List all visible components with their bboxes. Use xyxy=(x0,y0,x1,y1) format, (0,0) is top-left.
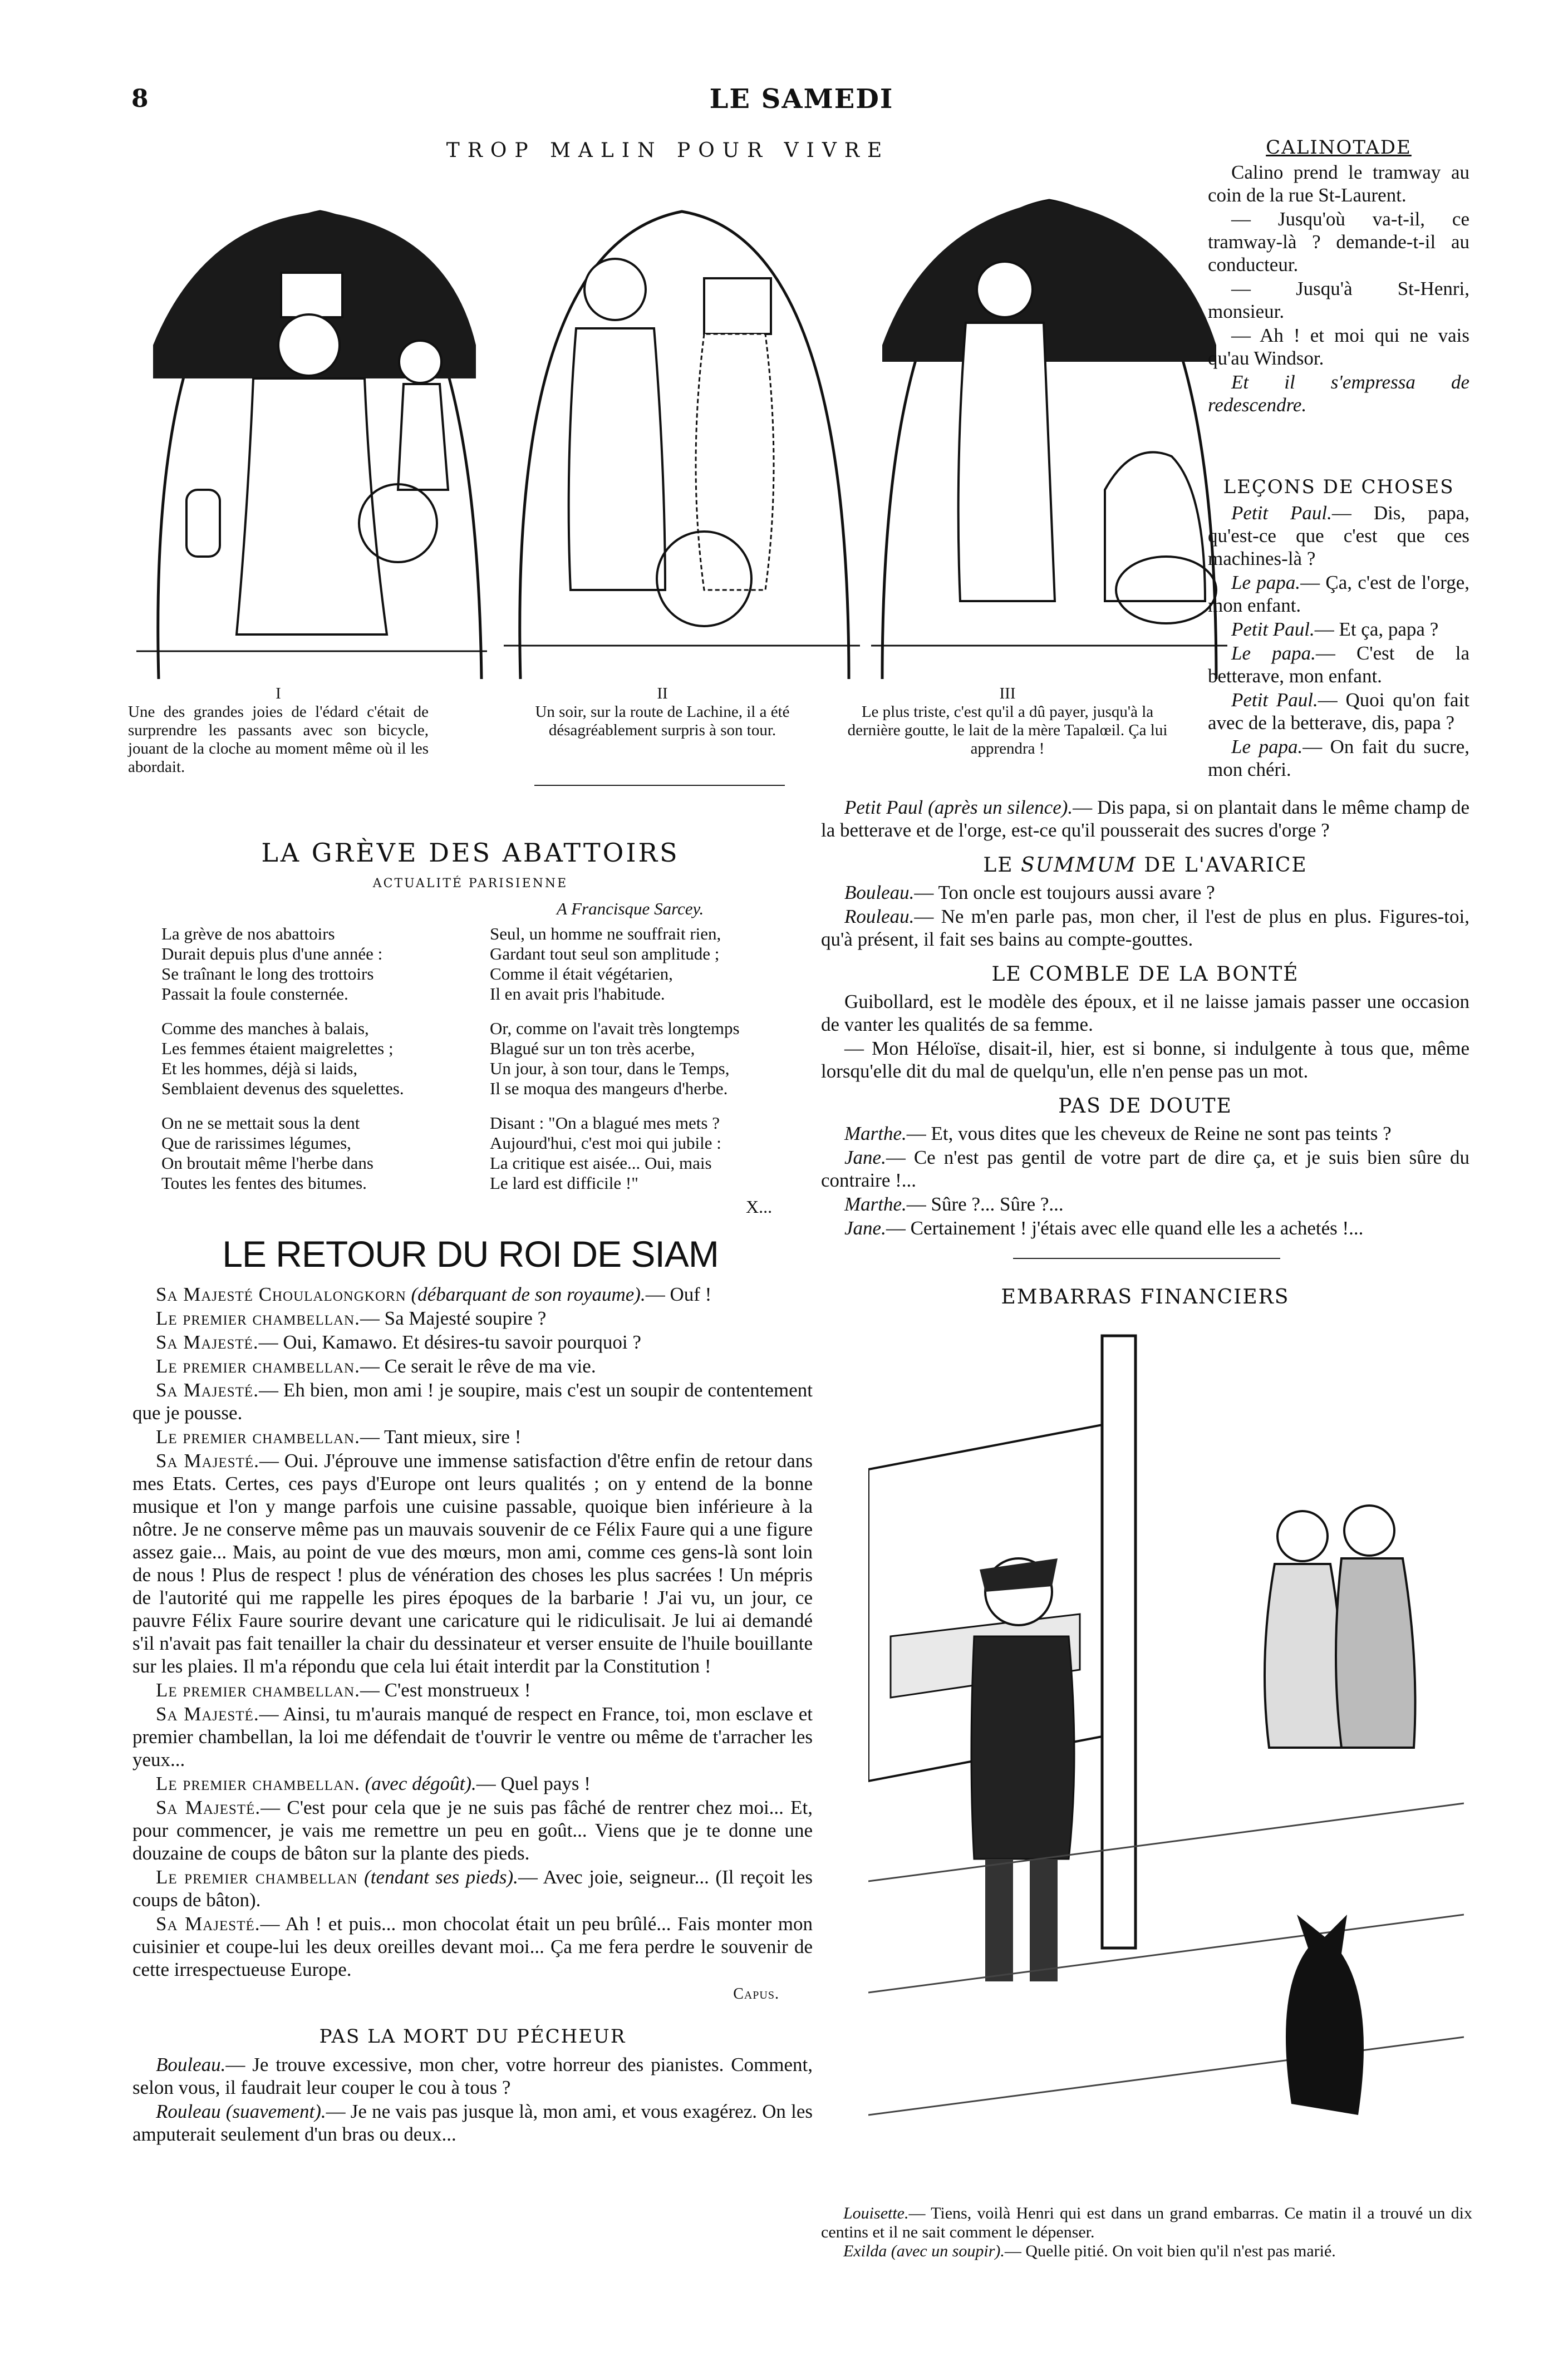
line-text: — Certainement ! j'étais avec elle quand elle les a achetés !... xyxy=(886,1217,1364,1239)
panel-numeral: I xyxy=(276,685,281,702)
line-text: — Je ne vais pas jusque là, mon ami, et vous exagérez. On les amputerait seulement d'un bras ou deux... xyxy=(132,2101,813,2145)
embarras-illustration xyxy=(868,1325,1464,2193)
speaker: Bouleau. xyxy=(156,2054,226,2075)
line-text: — Ton oncle est toujours aussi avare ? xyxy=(914,882,1215,903)
line-text: — Quel pays ! xyxy=(476,1773,591,1794)
comble-title: LE COMBLE DE LA BONTÉ xyxy=(991,963,1299,986)
calinotade-line: — Jusqu'à St-Henri, monsieur. xyxy=(1208,278,1469,322)
speaker: Marthe. xyxy=(844,1123,907,1144)
summum-title xyxy=(821,854,1469,877)
masthead-title: LE SAMEDI xyxy=(709,83,894,115)
dialogue-line xyxy=(1208,618,1469,641)
speaker: Sa Majesté. xyxy=(156,1797,261,1818)
poem-stanza: Comme des manches à balais, Les femmes étaient maigrelettes ; Et les hommes, déjà si laids, Semblaient devenus des squelettes. xyxy=(161,1019,404,1098)
comic-panel-3-caption xyxy=(840,685,1174,758)
calinotade-line: — Jusqu'où va-t-il, ce tramway-là ? demande-t-il au conducteur. xyxy=(1208,208,1469,276)
comic-panel-1-caption xyxy=(128,685,429,776)
comic-panel-2-image xyxy=(504,189,860,679)
greve-title: LA GRÈVE DES ABATTOIRS xyxy=(261,838,680,868)
line-text: — Ce n'est pas gentil de votre part de dire ça, et je suis bien sûre du contraire !... xyxy=(821,1147,1469,1191)
speaker: Le premier chambellan. xyxy=(156,1679,360,1701)
calinotade-line: Calino prend le tramway au coin de la rue St-Laurent. xyxy=(1208,161,1469,206)
speaker: Sa Majesté. xyxy=(156,1331,259,1353)
poem-right-column xyxy=(490,924,807,1193)
siam-paragraph xyxy=(132,1679,813,1701)
divider xyxy=(1013,1258,1280,1259)
siam-paragraph xyxy=(132,1449,813,1678)
line-text: — Sa Majesté soupire ? xyxy=(360,1307,547,1329)
line-text: — Dis, papa, qu'est-ce que c'est que ces machines-là ? xyxy=(1208,502,1469,569)
siam-paragraph xyxy=(132,1283,813,1306)
speaker: Petit Paul (après un silence). xyxy=(844,796,1073,818)
dialogue-line xyxy=(1208,688,1469,734)
section-title: LEÇONS DE CHOSES xyxy=(1223,476,1454,498)
embarras-title: EMBARRAS FINANCIERS xyxy=(1001,1286,1290,1309)
line-text: — C'est de la betterave, mon enfant. xyxy=(1208,642,1469,687)
title-part: SUMMUM xyxy=(1020,854,1137,877)
dialogue-line xyxy=(821,1122,1469,1145)
dialogue-line xyxy=(1208,642,1469,687)
siam-paragraph xyxy=(132,1912,813,1981)
speaker: Sa Majesté. xyxy=(156,1450,259,1472)
lecons-final-line xyxy=(821,796,1469,842)
line-text: — Tant mieux, sire ! xyxy=(360,1426,522,1448)
caption-line xyxy=(821,2204,1472,2242)
dialogue-line xyxy=(821,905,1469,951)
embarras-caption xyxy=(821,2204,1472,2261)
line-text: — On fait du sucre, mon chéri. xyxy=(1208,736,1469,780)
line-text: — Oui. J'éprouve une immense satisfaction d'être enfin de retour dans mes Etats. Certes, ces pays d'Europe ont leurs qualités ; on y entend de la bonne musique et l'on y mange parfois une cuisine passable, quoique bien inférieure à la nôtre. Je ne conserve même pas un mauvais souvenir de ce Félix Faure qui a une figure assez gaie... Mais, au point de vue des mœurs, mon ami, comme ces gens-là sont loin de nous ! Plus de respect ! plus de vénération des choses les plus sacrées ! Un mépris de l'autorité qui me rappelle les pires époques de la barbarie ! J'ai vu, un jour, ce pauvre Félix Faure sourire devant une caricature qui le ridiculisait. Je lui ai demandé s'il n'avait pas fait tenailler la chair du dessinateur et verser ensuite de l'huile bouillante sur les plaies. Il m'a répondu que cela lui était interdit par la Constitution ! xyxy=(132,1450,813,1677)
line-text: — Quelle pitié. On voit bien qu'il n'est pas marié. xyxy=(1004,2242,1336,2260)
caption-line xyxy=(821,2242,1472,2261)
speaker: Louisette. xyxy=(843,2204,909,2222)
line-text: — Eh bien, mon ami ! je soupire, mais c'est un soupir de contentement que je pousse. xyxy=(132,1379,813,1424)
line-text: — Ce serait le rêve de ma vie. xyxy=(360,1355,596,1377)
line-text: — Dis papa, si on plantait dans le même champ de la betterave et de l'orge, est-ce qu'il pousserait des sucres d'orge ? xyxy=(821,796,1469,841)
comic-strip xyxy=(136,178,1227,690)
doute-title: PAS DE DOUTE xyxy=(1058,1095,1232,1118)
lecons-section xyxy=(1208,476,1469,782)
speaker: Marthe. xyxy=(844,1193,907,1215)
line-text: — Je trouve excessive, mon cher, votre horreur des pianistes. Comment, selon vous, il faudrait leur couper le cou à tous ? xyxy=(132,2054,813,2098)
line-text: — Avec joie, seigneur... (Il reçoit les coups de bâton). xyxy=(132,1866,813,1911)
speaker: Sa Majesté. xyxy=(156,1379,259,1401)
speaker: Le premier chambellan. xyxy=(156,1426,360,1448)
speaker: Bouleau. xyxy=(844,882,915,903)
speaker: Le premier chambellan. xyxy=(156,1307,360,1329)
speaker: Exilda (avec un soupir). xyxy=(843,2242,1005,2260)
siam-paragraph xyxy=(132,1425,813,1448)
line-text: — Et, vous dites que les cheveux de Reine ne sont pas teints ? xyxy=(906,1123,1392,1144)
title-part: DE L'AVARICE xyxy=(1136,854,1308,877)
comble-paragraph: Guibollard, est le modèle des époux, et il ne laisse jamais passer une occasion de vanter les qualités de sa femme. xyxy=(821,991,1469,1035)
siam-paragraph xyxy=(132,1703,813,1771)
line-text: — Ah ! et puis... mon chocolat était un peu brûlé... Fais monter mon cuisinier et coupe-lui les deux oreilles devant moi... Ça me fera perdre le souvenir de cette irrespectueuse Europe. xyxy=(132,1913,813,1980)
siam-paragraph xyxy=(132,1772,813,1795)
line-text: — Ouf ! xyxy=(645,1283,712,1305)
dialogue-line xyxy=(1208,571,1469,617)
stage-direction: (débarquant de son royaume). xyxy=(411,1283,646,1305)
speaker: Petit Paul. xyxy=(1231,689,1318,711)
speaker: Rouleau. xyxy=(844,906,915,927)
speaker: Le premier chambellan xyxy=(156,1866,358,1888)
dialogue-line xyxy=(821,1146,1469,1192)
speaker: Le papa. xyxy=(1231,572,1301,593)
panel-numeral: II xyxy=(657,685,668,702)
dialogue-line xyxy=(132,2053,813,2099)
pecheur-title: PAS LA MORT DU PÉCHEUR xyxy=(319,2025,626,2048)
stage-direction: (tendant ses pieds). xyxy=(364,1866,518,1888)
calinotade-section xyxy=(1208,136,1469,417)
poem-stanza: Disant : "On a blagué mes mets ? Aujourd'hui, c'est moi qui jubile : La critique est aisée... Oui, mais Le lard est difficile !" xyxy=(490,1113,721,1193)
speaker: Sa Majesté Choulalongkorn xyxy=(156,1283,406,1305)
line-text: — Quoi qu'on fait avec de la betterave, dis, papa ? xyxy=(1208,689,1469,734)
section-title: CALINOTADE xyxy=(1266,136,1412,159)
line-text: — Ne m'en parle pas, mon cher, il l'est de plus en plus. Figures-toi, qu'à présent, il fait ses bains au compte-gouttes. xyxy=(821,906,1469,950)
speaker: Le premier chambellan. xyxy=(156,1773,360,1794)
speaker: Le papa. xyxy=(1231,642,1316,664)
comic-title: TROP MALIN POUR VIVRE xyxy=(446,139,890,162)
speaker: Petit Paul. xyxy=(1231,618,1315,640)
panel-caption-text: Le plus triste, c'est qu'il a dû payer, jusqu'à la dernière goutte, le lait de la mère Tapalœil. Ça lui apprendra ! xyxy=(847,703,1168,757)
comic-panel-1-image xyxy=(136,178,487,679)
greve-subtitle: ACTUALITÉ PARISIENNE xyxy=(372,877,568,891)
right-column xyxy=(821,796,1469,1241)
siam-paragraph xyxy=(132,1866,813,1911)
line-text: — Ainsi, tu m'aurais manqué de respect en France, toi, mon esclave et premier chambellan, la loi me défendait de t'ouvrir le ventre ou même de t'arracher les yeux... xyxy=(132,1703,813,1770)
speaker: Sa Majesté. xyxy=(156,1703,259,1725)
siam-paragraph xyxy=(132,1379,813,1424)
speaker: Jane. xyxy=(844,1217,886,1239)
line-text: — Et ça, papa ? xyxy=(1314,618,1439,640)
dialogue-line xyxy=(1208,501,1469,570)
greve-dedication: A Francisque Sarcey. xyxy=(557,899,704,918)
panel-numeral: III xyxy=(999,685,1016,702)
stage-direction: (avec dégoût). xyxy=(365,1773,476,1794)
speaker: Rouleau (suavement). xyxy=(156,2101,326,2122)
panel-caption-text: Un soir, sur la route de Lachine, il a été désagréablement surpris à son tour. xyxy=(535,703,790,739)
speaker: Le papa. xyxy=(1231,736,1303,757)
speaker: Le premier chambellan. xyxy=(156,1355,360,1377)
poem-left-column xyxy=(161,924,473,1193)
dialogue-line xyxy=(821,881,1469,904)
poem-stanza: Or, comme on l'avait très longtemps Blagué sur un ton très acerbe, Un jour, à son tour, dans le Temps, Il se moqua des mangeurs d'herbe. xyxy=(490,1019,740,1098)
speaker: Sa Majesté. xyxy=(156,1913,260,1935)
siam-paragraph xyxy=(132,1796,813,1865)
line-text: — C'est monstrueux ! xyxy=(360,1679,531,1701)
panel-caption-text: Une des grandes joies de l'édard c'était de surprendre les passants avec son bicycle, jouant de la cloche au moment même où il les abordait. xyxy=(128,703,429,776)
title-part: LE xyxy=(983,854,1021,877)
siam-article xyxy=(132,1283,813,2147)
line-text: — Sûre ?... Sûre ?... xyxy=(906,1193,1064,1215)
comble-paragraph: — Mon Héloïse, disait-il, hier, est si bonne, si indulgente à tous que, même lorsqu'elle dit du mal de quelqu'un, elle n'en pense pas un mot. xyxy=(821,1037,1469,1082)
speaker: Petit Paul. xyxy=(1231,502,1332,524)
comic-panel-3-image xyxy=(871,178,1227,679)
poem-stanza: Seul, un homme ne souffrait rien, Gardant tout seul son amplitude ; Comme il était végétarien, Il en avait pris l'habitude. xyxy=(490,924,721,1004)
speaker: Jane. xyxy=(844,1147,886,1168)
line-text: — C'est pour cela que je ne suis pas fâché de rentrer chez moi... Et, pour commencer, je vais me remettre un peu en goût... Viens que je te donne une douzaine de coups de bâton sur la plante des pieds. xyxy=(132,1797,813,1864)
comic-panel-2-caption xyxy=(498,685,827,740)
line-text: — Ça, c'est de l'orge, mon enfant. xyxy=(1208,572,1469,616)
line-text: — Tiens, voilà Henri qui est dans un grand embarras. Ce matin il a trouvé un dix centins et il ne sait comment le dépenser. xyxy=(821,2204,1472,2241)
siam-paragraph xyxy=(132,1331,813,1354)
calinotade-line: — Ah ! et moi qui ne vais qu'au Windsor. xyxy=(1208,324,1469,369)
dialogue-line xyxy=(1208,735,1469,781)
siam-paragraph xyxy=(132,1355,813,1378)
page-number: 8 xyxy=(131,85,149,113)
poem-stanza: La grève de nos abattoirs Durait depuis plus d'une année : Se traînant le long des trottoirs Passait la foule consternée. xyxy=(161,924,383,1004)
dialogue-line xyxy=(132,2100,813,2146)
divider xyxy=(534,785,785,786)
siam-signature: Capus. xyxy=(733,1985,779,2003)
line-text: — Oui, Kamawo. Et désires-tu savoir pourquoi ? xyxy=(258,1331,641,1353)
siam-paragraph xyxy=(132,1307,813,1330)
greve-signature: X... xyxy=(746,1197,773,1217)
dialogue-line xyxy=(821,1217,1469,1239)
poem-stanza: On ne se mettait sous la dent Que de rarissimes légumes, On broutait même l'herbe dans Toutes les fentes des bitumes. xyxy=(161,1113,373,1193)
calinotade-ending: Et il s'empressa de redescendre. xyxy=(1208,371,1469,416)
dialogue-line xyxy=(821,1193,1469,1216)
siam-title: LE RETOUR DU ROI DE SIAM xyxy=(222,1233,719,1275)
